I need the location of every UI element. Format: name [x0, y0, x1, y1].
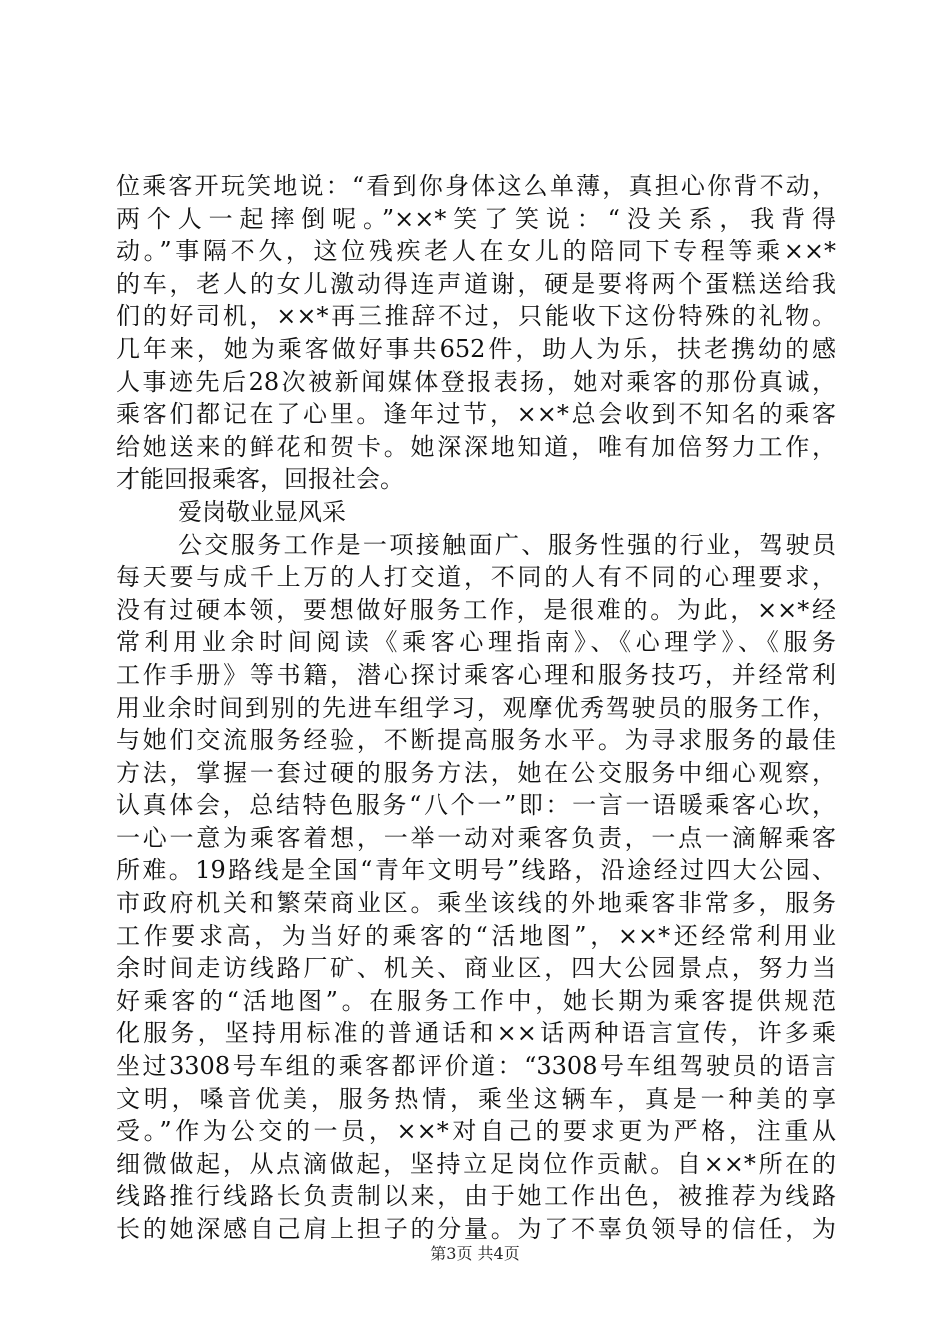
text-line: 化服务，坚持用标准的普通话和××话两种语言宣传，许多乘: [116, 1019, 836, 1048]
text-line: 几年来，她为乘客做好事共652件，助人为乐，扶老携幼的感: [116, 334, 836, 363]
text-line: 乘客们都记在了心里。逢年过节，××*总会收到不知名的乘客: [116, 400, 836, 429]
text-line: 工作手册》等书籍，潜心探讨乘客心理和服务技巧，并经常利: [116, 660, 836, 689]
text-line: 与她们交流服务经验，不断提高服务水平。为寻求服务的最佳: [116, 726, 836, 755]
text-line: 位乘客开玩笑地说：“看到你身体这么单薄，真担心你背不动，: [116, 172, 836, 200]
text-line: 余时间走访线路厂矿、机关、商业区，四大公园景点，努力当: [116, 954, 836, 983]
text-line: 公交服务工作是一项接触面广、服务性强的行业，驾驶员: [178, 530, 836, 559]
text-line: 受。”作为公交的一员，××*对自己的要求更为严格，注重从: [116, 1117, 836, 1146]
text-line: 认真体会，总结特色服务“八个一”即：一言一语暖乘客心坎，: [116, 791, 836, 820]
text-line: 坐过3308号车组的乘客都评价道：“3308号车组驾驶员的语言: [116, 1052, 836, 1081]
text-line: 动。”事隔不久，这位残疾老人在女儿的陪同下专程等乘××*: [116, 237, 836, 266]
text-line: 工作要求高，为当好的乘客的“活地图”，××*还经常利用业: [116, 921, 836, 950]
page-footer: 第3页 共4页: [430, 1244, 520, 1263]
text-line: 没有过硬本领，要想做好服务工作，是很难的。为此，××*经: [116, 595, 836, 624]
section-heading: 爱岗敬业显风采: [178, 497, 346, 526]
text-line: 文明，嗓音优美，服务热情，乘坐这辆车，真是一种美的享: [116, 1084, 836, 1113]
body-text: [116, 170, 836, 1246]
text-line: 市政府机关和繁荣商业区。乘坐该线的外地乘客非常多，服务: [116, 889, 836, 918]
text-line: 线路推行线路长负责制以来，由于她工作出色，被推荐为线路: [116, 1182, 836, 1211]
text-line: 细微做起，从点滴做起，坚持立足岗位作贡献。自××*所在的: [116, 1149, 836, 1178]
text-line: 用业余时间到别的先进车组学习，观摩优秀驾驶员的服务工作，: [116, 693, 836, 722]
text-line: 才能回报乘客，回报社会。: [116, 465, 404, 494]
text-line: 方法，掌握一套过硬的服务方法，她在公交服务中细心观察，: [116, 758, 836, 787]
text-line: 两个人一起摔倒呢。”××*笑了笑说：“没关系，我背得: [116, 204, 836, 233]
text-line: 一心一意为乘客着想，一举一动对乘客负责，一点一滴解乘客: [116, 823, 836, 852]
text-line: 们的好司机，××*再三推辞不过，只能收下这份特殊的礼物。: [116, 302, 836, 331]
text-line: 给她送来的鲜花和贺卡。她深深地知道，唯有加倍努力工作，: [116, 432, 836, 461]
text-line: 人事迹先后28次被新闻媒体登报表扬，她对乘客的那份真诚，: [116, 367, 836, 396]
text-line: 长的她深感自己肩上担子的分量。为了不辜负领导的信任，为: [116, 1215, 836, 1243]
text-line: 的车，老人的女儿激动得连声道谢，硬是要将两个蛋糕送给我: [116, 269, 836, 298]
text-line: 所难。19路线是全国“青年文明号”线路，沿途经过四大公园、: [116, 856, 836, 885]
text-line: 好乘客的“活地图”。在服务工作中，她长期为乘客提供规范: [116, 986, 836, 1015]
text-line: 每天要与成千上万的人打交道，不同的人有不同的心理要求，: [116, 563, 836, 592]
text-line: 常利用业余时间阅读《乘客心理指南》、《心理学》、《服务: [116, 628, 836, 657]
